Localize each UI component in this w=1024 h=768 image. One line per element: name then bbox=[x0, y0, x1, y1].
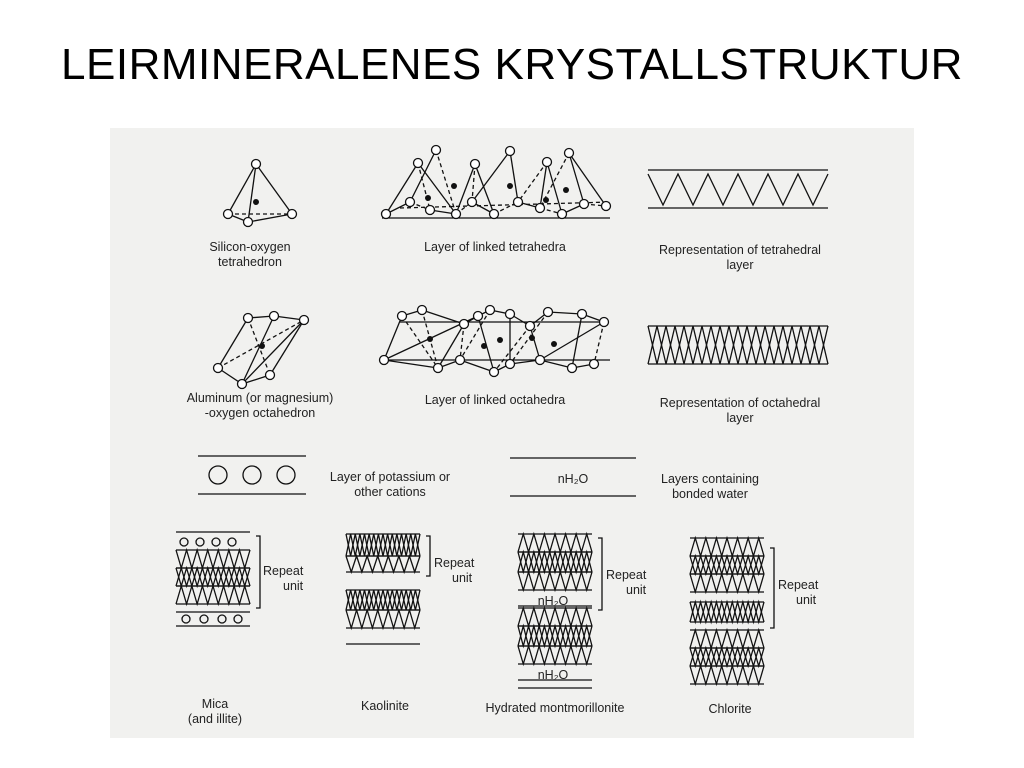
caption-linked-octahedra: Layer of linked octahedra bbox=[424, 393, 566, 407]
bond-line bbox=[228, 164, 256, 214]
oxygen-atom bbox=[266, 371, 275, 380]
oxygen-atom bbox=[418, 306, 427, 315]
zigzag-tetrahedra bbox=[690, 666, 764, 684]
oxygen-atom bbox=[238, 380, 247, 389]
repeat-unit-chlorite bbox=[778, 578, 818, 608]
tetrahedral-sheet bbox=[690, 666, 764, 684]
repeat-line: Repeat bbox=[434, 556, 475, 570]
oxygen-atom bbox=[578, 310, 587, 319]
bond-line bbox=[594, 322, 604, 364]
oxygen-atom bbox=[568, 364, 577, 373]
cation-atom bbox=[259, 343, 265, 349]
octahedral-layer-symbol bbox=[648, 326, 828, 364]
repeat-line: Repeat bbox=[606, 568, 647, 582]
bond-line bbox=[547, 162, 562, 214]
tetrahedral-sheet bbox=[518, 572, 592, 590]
cation-atom bbox=[529, 335, 535, 341]
tetrahedral-sheet bbox=[518, 646, 592, 664]
caption-tetrahedron bbox=[180, 240, 320, 270]
cation-atom bbox=[497, 337, 503, 343]
oxygen-atom bbox=[252, 160, 261, 169]
zigzag-up bbox=[648, 326, 828, 364]
oxygen-atom bbox=[565, 149, 574, 158]
zigzag-tetrahedra bbox=[648, 174, 828, 205]
cation-circle bbox=[212, 538, 220, 546]
oxygen-atom bbox=[398, 312, 407, 321]
oxygen-atom bbox=[536, 356, 545, 365]
repeat-line: unit bbox=[452, 571, 473, 585]
clay-structure-figure bbox=[110, 128, 914, 738]
caption-cation-layer bbox=[310, 470, 470, 500]
zigzag-tetrahedra bbox=[346, 556, 420, 572]
chlorite-stack bbox=[690, 538, 774, 684]
oxygen-atom bbox=[580, 200, 589, 209]
caption-line: tetrahedron bbox=[218, 255, 282, 269]
tetrahedral-sheet bbox=[518, 608, 592, 626]
cation-atom bbox=[253, 199, 259, 205]
tetrahedral-sheet bbox=[690, 630, 764, 648]
montmorillonite-water-label: nH₂O bbox=[537, 668, 569, 682]
bond-line bbox=[436, 150, 456, 214]
cation-atom bbox=[451, 183, 457, 189]
tetrahedral-sheet bbox=[518, 534, 592, 552]
cation-atom bbox=[551, 341, 557, 347]
octahedral-sheet bbox=[690, 556, 764, 574]
repeat-unit-mica bbox=[263, 564, 303, 594]
zigzag-tetrahedra bbox=[518, 572, 592, 590]
oxygen-atom bbox=[288, 210, 297, 219]
oxygen-atom bbox=[426, 206, 435, 215]
oxygen-atom bbox=[244, 218, 253, 227]
oxygen-atom bbox=[270, 312, 279, 321]
oxygen-atom bbox=[456, 356, 465, 365]
bond-line bbox=[248, 164, 256, 222]
zigzag-tetrahedra bbox=[176, 550, 250, 568]
repeat-bracket bbox=[770, 548, 774, 628]
cation-atom bbox=[543, 197, 549, 203]
zigzag-tetrahedra bbox=[518, 534, 592, 552]
zigzag-tetrahedra bbox=[690, 630, 764, 648]
silicon-oxygen-tetrahedron bbox=[224, 160, 297, 227]
zigzag-up bbox=[346, 534, 420, 556]
bond-line bbox=[256, 164, 292, 214]
repeat-bracket bbox=[256, 536, 260, 608]
mineral-name-line: Mica bbox=[201, 697, 229, 711]
caption-line: layer bbox=[726, 411, 754, 425]
tetrahedral-sheet bbox=[346, 610, 420, 628]
cation-atom bbox=[427, 336, 433, 342]
caption-line: -oxygen octahedron bbox=[204, 406, 316, 420]
caption-octahedron bbox=[165, 391, 355, 421]
oxygen-atom bbox=[474, 312, 483, 321]
caption-line: other cations bbox=[354, 485, 426, 499]
bond-line bbox=[472, 151, 510, 202]
oxygen-atom bbox=[468, 198, 477, 207]
montmorillonite-water-label: nH₂O bbox=[537, 594, 569, 608]
cation-circle bbox=[200, 615, 208, 623]
caption-line: Representation of octahedral bbox=[659, 396, 821, 410]
repeat-line: Repeat bbox=[263, 564, 304, 578]
caption-line: layer bbox=[726, 258, 754, 272]
oxygen-atom bbox=[590, 360, 599, 369]
bond-line bbox=[248, 214, 292, 222]
oxygen-atom bbox=[414, 159, 423, 168]
oxygen-atom bbox=[460, 320, 469, 329]
oxygen-atom bbox=[300, 316, 309, 325]
caption-water-layer bbox=[635, 472, 785, 502]
cation-atom bbox=[507, 183, 513, 189]
bond-line bbox=[518, 162, 547, 202]
oxygen-atom bbox=[602, 202, 611, 211]
oxygen-atom bbox=[558, 210, 567, 219]
cation-atom bbox=[425, 195, 431, 201]
cation-circle bbox=[277, 466, 295, 484]
bond-line bbox=[569, 153, 584, 204]
caption-octahedral-layer bbox=[630, 396, 850, 426]
bond-line bbox=[218, 318, 248, 368]
repeat-unit-montmorillonite bbox=[606, 568, 646, 598]
oxygen-atom bbox=[382, 210, 391, 219]
octahedral-sheet bbox=[346, 534, 420, 556]
kaolinite-stack bbox=[346, 534, 430, 644]
zigzag-tetrahedra bbox=[690, 574, 764, 592]
oxygen-atom bbox=[506, 310, 515, 319]
oxygen-atom bbox=[544, 308, 553, 317]
oxygen-atom bbox=[490, 368, 499, 377]
structure-drawing bbox=[110, 128, 914, 738]
cation-circle bbox=[182, 615, 190, 623]
mineral-name-kaolinite: Kaolinite bbox=[361, 699, 409, 713]
caption-line: Layer of potassium or bbox=[329, 470, 451, 484]
oxygen-atom bbox=[214, 364, 223, 373]
oxygen-atom bbox=[380, 356, 389, 365]
oxygen-atom bbox=[506, 147, 515, 156]
repeat-line: unit bbox=[796, 593, 817, 607]
montmorillonite-stack bbox=[518, 534, 602, 688]
caption-line: Aluminum (or magnesium) bbox=[186, 391, 334, 405]
bond-line bbox=[384, 360, 438, 368]
cation-circle bbox=[196, 538, 204, 546]
tetrahedral-sheet bbox=[176, 586, 250, 604]
tetrahedral-sheet bbox=[690, 574, 764, 592]
zigzag-tetrahedra bbox=[176, 586, 250, 604]
mineral-name-line: (and illite) bbox=[187, 712, 243, 726]
oxygen-atom bbox=[486, 306, 495, 315]
octahedral-sheet bbox=[690, 648, 764, 666]
oxygen-atom bbox=[244, 314, 253, 323]
cation-circle bbox=[234, 615, 242, 623]
repeat-bracket bbox=[426, 536, 430, 576]
mineral-name-mica bbox=[155, 697, 275, 727]
cation-atom bbox=[481, 343, 487, 349]
zigzag-tetrahedra bbox=[518, 646, 592, 664]
bond-line bbox=[460, 360, 494, 372]
zigzag-up bbox=[346, 590, 420, 610]
cation-circle bbox=[180, 538, 188, 546]
oxygen-atom bbox=[536, 204, 545, 213]
linked-tetrahedra-layer bbox=[382, 146, 611, 219]
repeat-unit-kaolinite bbox=[434, 556, 474, 586]
oxygen-atom bbox=[432, 146, 441, 155]
oxygen-atom bbox=[452, 210, 461, 219]
oxygen-atom bbox=[434, 364, 443, 373]
bond-line bbox=[569, 153, 606, 206]
cation-layer-symbol bbox=[198, 456, 306, 494]
repeat-line: unit bbox=[283, 579, 304, 593]
tetrahedral-sheet bbox=[176, 550, 250, 568]
octahedral-sheet bbox=[690, 602, 764, 622]
zigzag-tetrahedra bbox=[346, 610, 420, 628]
oxygen-atom bbox=[506, 360, 515, 369]
aluminum-oxygen-octahedron bbox=[214, 312, 309, 389]
cation-circle bbox=[228, 538, 236, 546]
zigzag-down bbox=[648, 326, 828, 364]
oxygen-atom bbox=[471, 160, 480, 169]
bond-line bbox=[530, 326, 540, 360]
caption-line: Layers containing bbox=[661, 472, 759, 486]
bond-line bbox=[270, 320, 304, 375]
tetrahedral-layer-symbol bbox=[648, 170, 828, 208]
caption-line: bonded water bbox=[672, 487, 748, 501]
tetrahedral-sheet bbox=[690, 538, 764, 556]
bond-line bbox=[510, 151, 518, 202]
linked-octahedra-layer bbox=[380, 306, 611, 377]
cation-atom bbox=[563, 187, 569, 193]
zigzag-tetrahedra bbox=[518, 608, 592, 626]
octahedral-sheet bbox=[518, 552, 592, 572]
water-layer-symbol: nH₂O bbox=[557, 472, 589, 486]
oxygen-atom bbox=[543, 158, 552, 167]
mineral-name-chlorite: Chlorite bbox=[708, 702, 752, 716]
repeat-bracket bbox=[598, 538, 602, 610]
oxygen-atom bbox=[490, 210, 499, 219]
bond-line bbox=[410, 150, 436, 202]
bond-line bbox=[475, 164, 494, 214]
caption-line: Silicon-oxygen bbox=[209, 240, 291, 254]
caption-line: Representation of tetrahedral bbox=[659, 243, 821, 257]
octahedral-sheet bbox=[176, 568, 250, 586]
cation-circle bbox=[209, 466, 227, 484]
oxygen-atom bbox=[406, 198, 415, 207]
mineral-name-montmorillonite: Hydrated montmorillonite bbox=[485, 701, 625, 715]
zigzag-tetrahedra bbox=[690, 538, 764, 556]
oxygen-atom bbox=[600, 318, 609, 327]
cation-circle bbox=[243, 466, 261, 484]
octahedral-sheet bbox=[346, 590, 420, 610]
repeat-line: Repeat bbox=[778, 578, 819, 592]
oxygen-atom bbox=[514, 198, 523, 207]
slide-title: LEIRMINERALENES KRYSTALLSTRUKTUR bbox=[61, 40, 963, 89]
octahedral-sheet bbox=[518, 626, 592, 646]
oxygen-atom bbox=[526, 322, 535, 331]
bond-line bbox=[540, 322, 604, 360]
cation-circle bbox=[218, 615, 226, 623]
repeat-line: unit bbox=[626, 583, 647, 597]
mica-stack bbox=[176, 532, 260, 626]
caption-tetrahedral-layer bbox=[630, 243, 850, 273]
oxygen-atom bbox=[224, 210, 233, 219]
tetrahedral-sheet bbox=[346, 556, 420, 572]
caption-linked-tetrahedra: Layer of linked tetrahedra bbox=[424, 240, 566, 254]
